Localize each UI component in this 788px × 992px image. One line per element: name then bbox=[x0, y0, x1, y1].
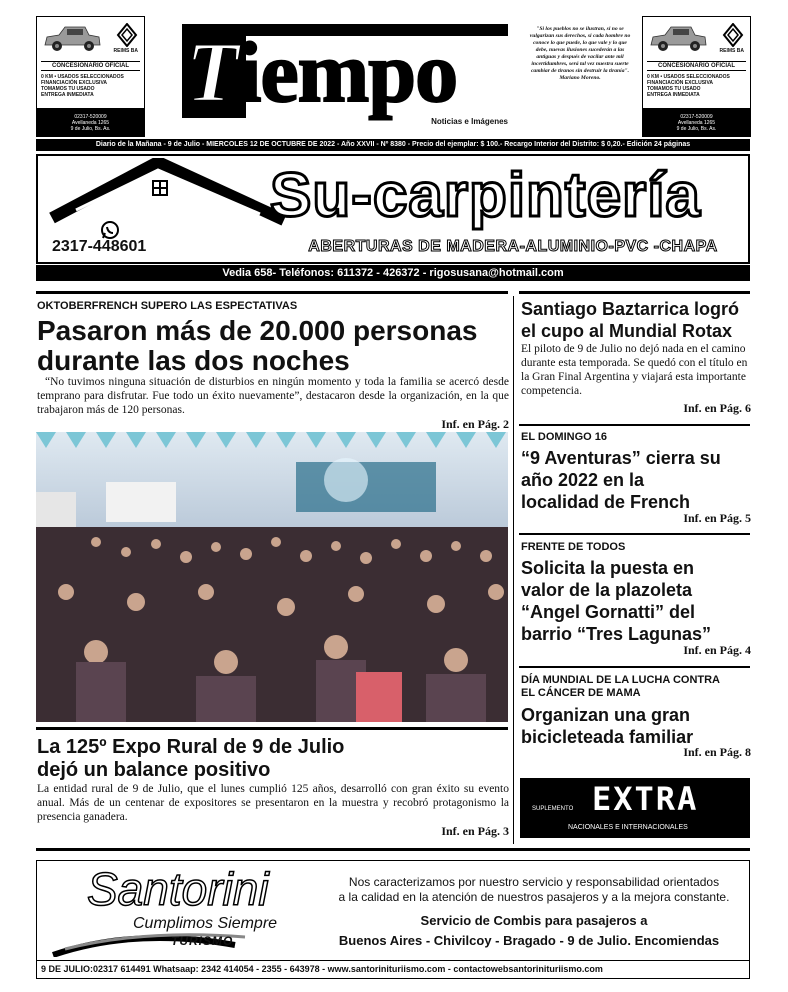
dealer-name: REIMS BA bbox=[719, 48, 744, 54]
santorini-footer: 9 DE JULIO:02317 614491 Whatsaap: 2342 414054 - 2355 - 643978 - www.santorinituriismo.com - contactowebsantorinituriismo.com bbox=[41, 964, 603, 974]
divider bbox=[519, 533, 750, 535]
divider bbox=[519, 666, 750, 668]
carpinteria-contact: Vedia 658- Teléfonos: 611372 - 426372 - rigosusana@hotmail.com bbox=[36, 265, 750, 281]
extra-supplement-box bbox=[520, 778, 750, 838]
column-rule bbox=[513, 296, 514, 844]
santorini-ad bbox=[36, 860, 750, 979]
extra-prefix: SUPLEMENTO bbox=[532, 806, 574, 812]
renault-logo-icon bbox=[722, 23, 744, 47]
side-story-page-ref: Inf. en Pág. 5 bbox=[683, 511, 751, 525]
masthead-title: Tiempo bbox=[186, 24, 458, 120]
renault-logo-icon bbox=[116, 23, 138, 47]
expo-page-ref: Inf. en Pág. 3 bbox=[441, 824, 509, 838]
car-dealer-ad-right bbox=[642, 16, 751, 137]
dealer-feature: FINANCIACIÓN EXCLUSIVA bbox=[647, 80, 714, 86]
dealer-address: Avellaneda 1265 bbox=[677, 120, 716, 126]
divider bbox=[36, 727, 508, 730]
lead-kicker: OKTOBERFRENCH SUPERO LAS ESPECTATIVAS bbox=[37, 300, 298, 312]
dealer-feature: TOMAMOS TU USADO bbox=[647, 86, 701, 92]
lead-headline: Pasaron más de 20.000 personas durante las dos noches bbox=[37, 315, 478, 376]
dealer-feature: ENTREGA INMEDIATA bbox=[41, 92, 94, 98]
side-story-headline: Santiago Baztarrica logró el cupo al Mundial Rotax bbox=[521, 299, 740, 341]
divider bbox=[37, 960, 749, 961]
dealer-city: 9 de Julio, Bs. As. bbox=[70, 126, 111, 132]
side-story-kicker: FRENTE DE TODOS bbox=[521, 541, 626, 553]
dealer-city: 9 de Julio, Bs. As. bbox=[676, 126, 717, 132]
side-story-page-ref: Inf. en Pág. 4 bbox=[683, 643, 751, 657]
carpinteria-ad bbox=[36, 154, 750, 264]
santorini-turismo: TURISMO bbox=[171, 934, 234, 948]
oktoberfest-crowd-photo bbox=[36, 432, 508, 722]
side-story-page-ref: Inf. en Pág. 6 bbox=[683, 401, 751, 415]
dealer-address: Avellaneda 1265 bbox=[71, 120, 110, 126]
expo-headline-line1: La 125º Expo Rural de 9 de Julio bbox=[37, 736, 345, 758]
santorini-slogan: Cumplimos Siempre bbox=[133, 915, 278, 932]
santorini-brand: Santorini bbox=[87, 863, 269, 915]
side-story-kicker: DÍA MUNDIAL DE LA LUCHA CONTRA EL CÁNCER DE MAMA bbox=[521, 674, 720, 699]
dealer-feature: 0 KM • USADOS SELECCIONADOS bbox=[41, 74, 124, 80]
divider bbox=[36, 291, 508, 294]
expo-body: La entidad rural de 9 de Julio, que el lunes cumplió 125 años, desarrolló con gran éxito su evento anual. Más de un centenar de expositores se presentaron en la muestra y recobró protagonismo la presencia ganadera. bbox=[37, 783, 509, 823]
dealer-name: REIMS BA bbox=[113, 48, 138, 54]
side-story-body: El piloto de 9 de Julio no dejó nada en el camino durante esta temporada. Se quedó con el título en la Gran Final Argentina y viajará esta importante competencia. bbox=[521, 343, 748, 397]
lead-body: “No tuvimos ninguna situación de disturbios en ningún momento y toda la familia se acercó desde temprano para disfrutar. Fue todo un éxito nuevamente”, destacaron desde la organización, en la que trabajaron más de 120 personas. bbox=[37, 376, 509, 416]
santorini-service: Servicio de Combis para pasajeros a bbox=[420, 913, 648, 928]
side-story-page-ref: Inf. en Pág. 8 bbox=[683, 745, 751, 759]
santorini-text-line2: a la calidad en la atención de nuestros pasajeros y a la mejora constante. bbox=[338, 890, 730, 904]
carpinteria-phone: 2317-448601 bbox=[52, 238, 147, 255]
dealer-contact bbox=[643, 108, 750, 136]
house-roof-icon bbox=[48, 158, 288, 242]
masthead bbox=[182, 22, 508, 124]
side-story-kicker: EL DOMINGO 16 bbox=[521, 431, 607, 443]
car-dealer-ad-left bbox=[36, 16, 145, 137]
whatsapp-icon bbox=[100, 220, 120, 240]
lead-page-ref: Inf. en Pág. 2 bbox=[441, 417, 509, 431]
side-story-headline: “9 Aventuras” cierra su año 2022 en la localidad de French bbox=[521, 448, 721, 512]
dealer-feature: 0 KM • USADOS SELECCIONADOS bbox=[647, 74, 730, 80]
masthead-quote: "Si los pueblos no se ilustran, si no se vulgarizan sus derechos, si cada hombre no conoce lo que puede, lo que vale y lo que debe, nuevas ilusiones sucederán a las antiguas y después de vacilar ante mil incertidumbres, será tal vez nuestra suerte cambiar de tiranos sin destruir la tiranía". Mariano Moreno. bbox=[529, 26, 631, 81]
dealer-title: CONCESIONARIO OFICIAL bbox=[41, 61, 140, 71]
divider bbox=[519, 424, 750, 426]
dealer-title: CONCESIONARIO OFICIAL bbox=[647, 61, 746, 71]
pickup-truck-image bbox=[41, 21, 103, 55]
expo-headline-line2: dejó un balance positivo bbox=[37, 759, 271, 781]
side-story-headline: Solicita la puesta en valor de la plazoleta “Angel Gornatti” del barrio “Tres Lagunas” bbox=[521, 558, 712, 644]
divider bbox=[519, 291, 750, 294]
dealer-feature-list bbox=[41, 74, 124, 98]
dealer-feature: FINANCIACIÓN EXCLUSIVA bbox=[41, 80, 108, 86]
pickup-truck-image bbox=[647, 21, 709, 55]
santorini-text-line1: Nos caracterizamos por nuestro servicio y responsabilidad orientados bbox=[348, 875, 720, 889]
dealer-feature: ENTREGA INMEDIATA bbox=[647, 92, 700, 98]
dealer-contact bbox=[37, 108, 144, 136]
side-story-headline: Organizan una gran bicicleteada familiar bbox=[521, 705, 694, 747]
dealer-feature: TOMAMOS TU USADO bbox=[41, 86, 95, 92]
dealer-feature-list bbox=[647, 74, 730, 98]
carpinteria-tagline: ABERTURAS DE MADERA-ALUMINIO-PVC -CHAPA bbox=[308, 238, 718, 255]
dealer-phone: 02317-520009 bbox=[680, 114, 713, 120]
carpinteria-name: Su-carpintería bbox=[270, 161, 701, 230]
dealer-phone: 02317-520009 bbox=[74, 114, 107, 120]
extra-title: EXTRA bbox=[592, 780, 699, 818]
santorini-routes: Buenos Aires - Chivilcoy - Bragado - 9 de Julio. Encomiendas bbox=[338, 933, 720, 948]
dateline-bar: Diario de la Mañana - 9 de Julio - MIERCOLES 12 DE OCTUBRE DE 2022 - Año XXVII - Nº 8380 - Precio del ejemplar: $ 100.- Recargo Interior del Distrito: $ 0,20.- Edición 24 páginas bbox=[36, 139, 750, 151]
divider bbox=[36, 848, 750, 851]
extra-subtitle: NACIONALES E INTERNACIONALES bbox=[568, 824, 688, 831]
masthead-subtitle: Noticias e Imágenes bbox=[431, 117, 508, 126]
